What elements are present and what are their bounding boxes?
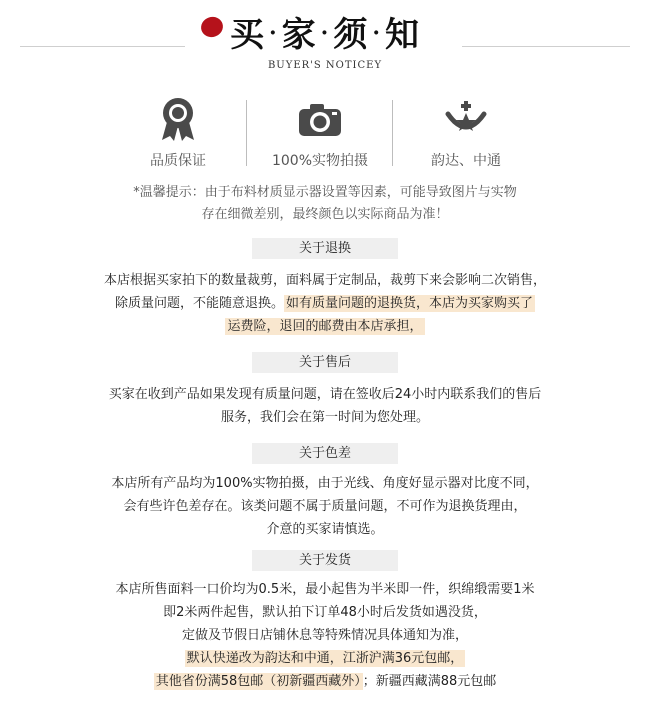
para-line: [10, 315, 640, 338]
page-title: [190, 14, 460, 60]
feature-divider: [246, 100, 247, 166]
feature-label: 韵达、中通: [431, 153, 501, 169]
feature-divider: [392, 100, 393, 166]
highlighted-text: 其他省份满58包邮（初新疆西藏外）: [155, 674, 361, 689]
warm-tip: [25, 182, 625, 226]
section-heading-color: 关于色差: [252, 443, 398, 464]
para-line: 本店所售面料一口价均为0.5米，最小起售为半米即一件，织绵缎需要1米: [115, 582, 535, 597]
para-text: 除质量问题，不能随意退换。: [114, 296, 284, 311]
highlighted-text: 运费险，退回的邮费由本店承担，: [227, 319, 423, 334]
title-char: 知: [385, 15, 420, 55]
tip-line: *温馨提示：由于布料材质显示器设置等因素，可能导致图片与实物: [133, 185, 517, 200]
notice-header: [0, 0, 650, 80]
para-line: 本店所有产品均为100%实物拍摄，由于光线、角度好显示器对比度不同，: [111, 476, 539, 491]
para-line: 买家在收到产品如果发现有质量问题，请在签收后24小时内联系我们的售后: [108, 387, 542, 402]
section-heading-shipping: 关于发货: [252, 550, 398, 571]
highlighted-text: 如有质量问题的退换货，本店为买家购买了: [286, 296, 534, 311]
section-body-color: [10, 472, 640, 541]
header-divider-left: [20, 46, 185, 47]
para-line: [10, 292, 640, 315]
para-line: [10, 670, 640, 693]
feature-row: [0, 96, 650, 176]
feature-quality: [108, 96, 248, 170]
para-text: ；新疆西藏满88元包邮: [362, 674, 497, 689]
header-divider-right: [462, 46, 630, 47]
award-ribbon-icon: [158, 96, 198, 142]
page-subtitle: BUYER'S NOTICEY: [267, 60, 383, 71]
para-line: [10, 647, 640, 670]
title-separator: ·: [268, 20, 278, 46]
para-line: 本店根据买家拍下的数量裁剪，面料属于定制品，裁剪下来会影响二次销售，: [103, 273, 546, 288]
feature-delivery: [396, 96, 536, 170]
title-separator: ·: [372, 20, 381, 46]
para-line: 即2米两件起售，默认拍下订单48小时后发货如遇没货，: [163, 605, 487, 620]
feature-photo: [250, 96, 390, 170]
section-body-shipping: [10, 578, 640, 693]
section-heading-return: 关于退换: [252, 238, 398, 259]
section-body-aftersale: [10, 383, 640, 429]
para-line: 定做及节假日店铺休息等特殊情况具体通知为准，: [181, 628, 468, 643]
section-body-return: [10, 269, 640, 338]
feature-label: 100%实物拍摄: [271, 153, 369, 169]
section-heading-aftersale: 关于售后: [252, 352, 398, 373]
camera-icon: [296, 96, 344, 142]
title-char: 买: [229, 15, 265, 55]
para-line: 服务，我们会在第一时间为您处理。: [220, 410, 429, 425]
delivery-smile-icon: [442, 96, 490, 142]
title-char: 家: [281, 15, 317, 55]
feature-label: 品质保证: [150, 153, 206, 169]
para-line: 会有些许色差存在。该类问题不属于质量问题，不可作为退换货理由，: [123, 499, 527, 514]
para-line: 介意的买家请慎选。: [266, 522, 384, 537]
title-separator: ·: [320, 20, 330, 46]
tip-line: 存在细微差别，最终颜色以实际商品为准！: [201, 207, 449, 222]
title-char: 须: [333, 15, 369, 55]
highlighted-text: 默认快递改为韵达和中通，江浙沪满36元包邮，: [186, 651, 464, 666]
